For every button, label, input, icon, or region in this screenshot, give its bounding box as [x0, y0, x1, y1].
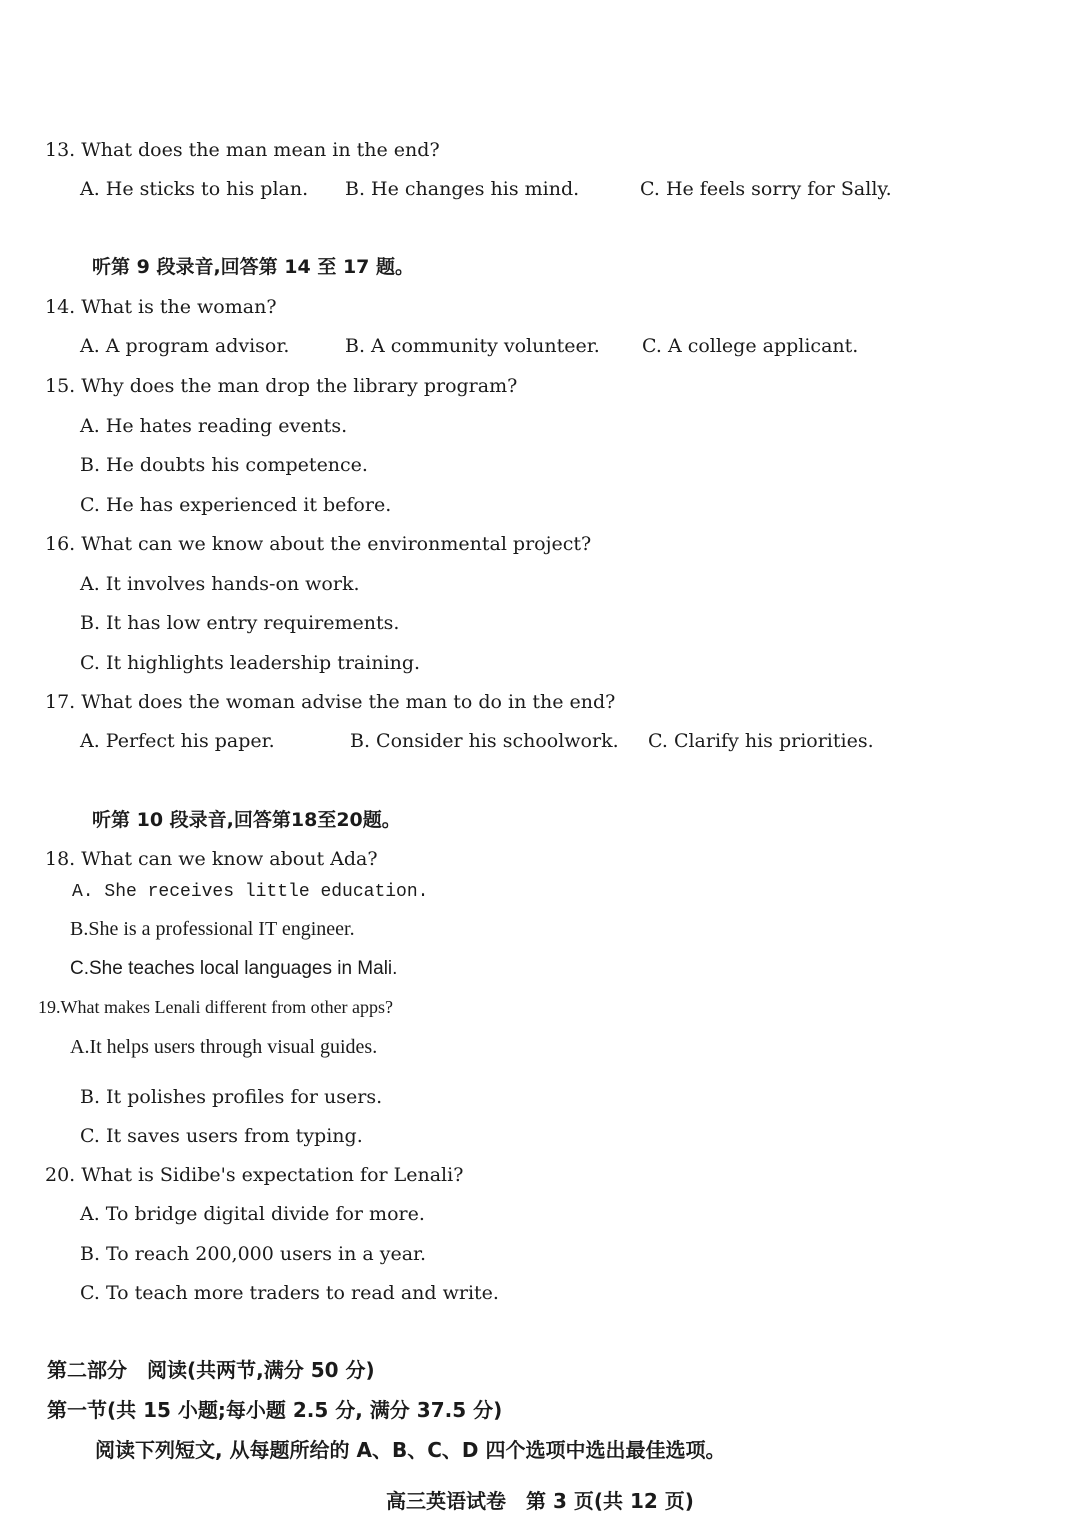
- q16-option-b: B. It has low entry requirements.: [80, 612, 400, 634]
- q13-option-a: A. He sticks to his plan.: [80, 178, 309, 200]
- q15-option-a: A. He hates reading events.: [80, 415, 348, 437]
- q18-option-b: B.She is a professional IT engineer.: [70, 918, 355, 940]
- question-15: 15. Why does the man drop the library program?: [45, 375, 518, 397]
- q16-option-a: A. It involves hands-on work.: [80, 573, 360, 595]
- question-20: 20. What is Sidibe's expectation for Lenali?: [45, 1164, 464, 1186]
- q14-option-c: C. A college applicant.: [642, 335, 859, 357]
- page-footer: 高三英语试卷 第 3 页(共 12 页): [386, 1489, 694, 1513]
- question-13: 13. What does the man mean in the end?: [45, 139, 440, 161]
- question-19: 19.What makes Lenali different from other apps?: [38, 997, 394, 1017]
- reading-instruction: 阅读下列短文, 从每题所给的 A、B、C、D 四个选项中选出最佳选项。: [95, 1438, 726, 1462]
- q15-option-c: C. He has experienced it before.: [80, 494, 392, 516]
- q13-option-b: B. He changes his mind.: [345, 178, 580, 200]
- q16-option-c: C. It highlights leadership training.: [80, 652, 421, 674]
- q19-option-b: B. It polishes profiles for users.: [80, 1086, 383, 1108]
- part-2-heading: 第二部分 阅读(共两节,满分 50 分): [47, 1358, 375, 1382]
- part-2-section-1: 第一节(共 15 小题;每小题 2.5 分, 满分 37.5 分): [47, 1398, 503, 1422]
- q14-option-b: B. A community volunteer.: [345, 335, 600, 357]
- q20-option-b: B. To reach 200,000 users in a year.: [80, 1243, 427, 1265]
- section-10-instruction: 听第 10 段录音,回答第18至20题。: [92, 809, 401, 831]
- question-18: 18. What can we know about Ada?: [45, 848, 378, 870]
- question-16: 16. What can we know about the environmental project?: [45, 533, 592, 555]
- question-14: 14. What is the woman?: [45, 296, 277, 318]
- q19-option-a: A.It helps users through visual guides.: [70, 1036, 378, 1058]
- q19-option-c: C. It saves users from typing.: [80, 1125, 363, 1147]
- question-17: 17. What does the woman advise the man to do in the end?: [45, 691, 616, 713]
- q17-option-a: A. Perfect his paper.: [80, 730, 275, 752]
- q15-option-b: B. He doubts his competence.: [80, 454, 368, 476]
- q13-option-c: C. He feels sorry for Sally.: [640, 178, 892, 200]
- q17-option-b: B. Consider his schoolwork.: [350, 730, 619, 752]
- q20-option-c: C. To teach more traders to read and write.: [80, 1282, 499, 1304]
- q14-option-a: A. A program advisor.: [80, 335, 290, 357]
- q18-option-a: A. She receives little education.: [72, 882, 429, 902]
- q17-option-c: C. Clarify his priorities.: [648, 730, 874, 752]
- q18-option-c: C.She teaches local languages in Mali.: [70, 958, 398, 979]
- q20-option-a: A. To bridge digital divide for more.: [80, 1203, 425, 1225]
- section-9-instruction: 听第 9 段录音,回答第 14 至 17 题。: [92, 256, 415, 278]
